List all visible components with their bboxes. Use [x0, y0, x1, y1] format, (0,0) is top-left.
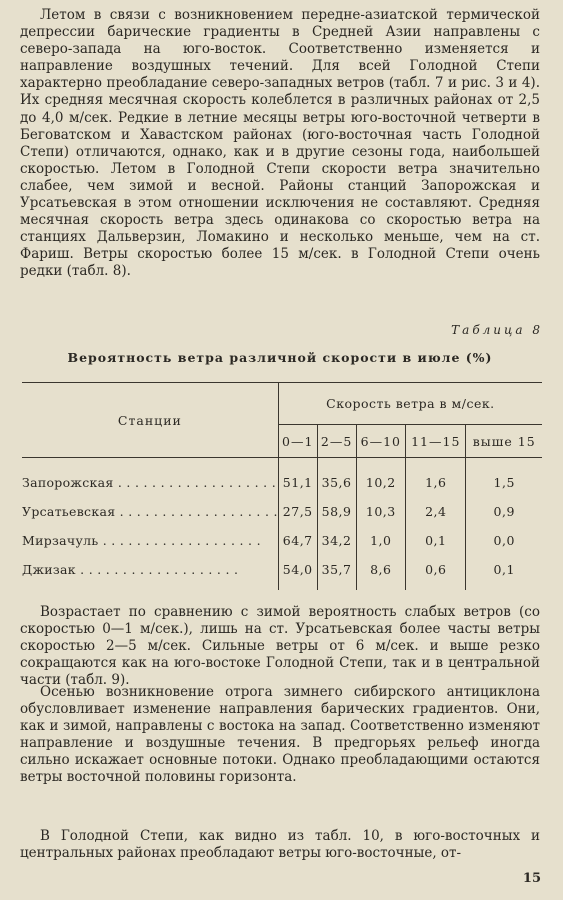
table-cell: 2,4 [406, 497, 466, 526]
table-cell: 10,2 [356, 458, 406, 498]
speed-range-header: выше 15 [466, 425, 542, 458]
station-name: Джизак . . . [22, 555, 278, 590]
table-cell: 1,0 [356, 526, 406, 555]
station-name: Урсатьевская . . . [22, 497, 278, 526]
station-column-header: Станции [22, 383, 278, 458]
table-cell: 35,7 [317, 555, 356, 590]
paragraph-summer-winds: Летом в связи с возникновением передне-азиатской термической депрессии барические градиенты в Средней Азии направлены с северо-запада на юго-восток. Соответственно изменяется и направление воздушных течений. Для всей Голодной Степи характерно преобладание северо-западных ветров (табл. 7 и рис. 3 и 4). Их средняя месячная скорость колеблется в различных районах от 2,5 до 4,0 м/сек. Редкие в летние месяцы ветры юго-восточной четверти в Беговатском и Хавастском районах (юго-восточная часть Голодной Степи) отличаются, однако, как и в другие сезоны года, наибольшей скоростью. Летом в Голодной Степи скорости ветра значительно слабее, чем зимой и весной. Районы станций Запорожская и Урсатьевская в этом отношении исключения не составляют. Средняя месячная скорость ветра здесь одинакова со скоростью ветра на станциях Дальверзин, Ломакино и несколько меньше, чем на ст. Фариш. Ветры скоростью более 15 м/сек. в Голодной Степи очень редки (табл. 8). [20, 7, 540, 280]
table-cell: 54,0 [278, 555, 317, 590]
paragraph-summer-wind-speeds: Возрастает по сравнению с зимой вероятность слабых ветров (со скоростью 0—1 м/сек.), лишь на ст. Урсатьевская более часты ветры скоростью 2—5 м/сек. Сильные ветры от 6 м/сек. и выше резко сокращаются как на юго-востоке Голодной Степи, так и в центральной части (табл. 9). [20, 604, 540, 689]
table-cell: 0,1 [406, 526, 466, 555]
table-cell: 1,5 [493, 475, 515, 490]
table-cell: 58,9 [317, 497, 356, 526]
table-cell: 8,6 [356, 555, 406, 590]
paragraph-golodnaya-steppe: В Голодной Степи, как видно из табл. 10, в юго-восточных и центральных районах преобладают ветры юго-восточные, от- [20, 828, 540, 862]
speed-range-header: 11—15 [406, 425, 466, 458]
station-name: Запорожская . . . [22, 458, 278, 498]
wind-probability-table [22, 382, 542, 590]
table-row [22, 526, 542, 555]
table-row [22, 497, 542, 526]
table-title: Вероятность ветра различной скорости в июле (%) [67, 350, 493, 365]
table-cell: 1,6 [406, 458, 466, 498]
table-row [22, 555, 542, 590]
table-cell: 64,7 [278, 526, 317, 555]
speed-column-header: Скорость ветра в м/сек. [278, 383, 542, 425]
table-cell: 51,1 [278, 458, 317, 498]
table-cell: 0,9 [493, 504, 515, 519]
speed-range-header: 0—1 [278, 425, 317, 458]
table-cell: 0,6 [406, 555, 466, 590]
page-number: 15 [522, 871, 541, 886]
table-cell: 34,2 [317, 526, 356, 555]
table-cell: 0,1 [493, 562, 515, 577]
table-cell: 0,0 [493, 533, 515, 548]
table-row [22, 458, 542, 498]
table-cell: 27,5 [278, 497, 317, 526]
table-caption: Таблица 8 [451, 323, 543, 337]
speed-range-header: 2—5 [317, 425, 356, 458]
paragraph-autumn-winds: Осенью возникновение отрога зимнего сибирского антициклона обусловливает изменение направления барических градиентов. Они, как и зимой, направлены с востока на запад. Соответственно изменяют направление и воздушные течения. В предгорьях рельеф иногда сильно искажает основные потоки. Однако преобладающими остаются ветры восточной половины горизонта. [20, 684, 540, 786]
speed-range-header: 6—10 [356, 425, 406, 458]
table-cell: 10,3 [356, 497, 406, 526]
table-cell: 35,6 [317, 458, 356, 498]
station-name: Мирзачуль . . . [22, 526, 278, 555]
